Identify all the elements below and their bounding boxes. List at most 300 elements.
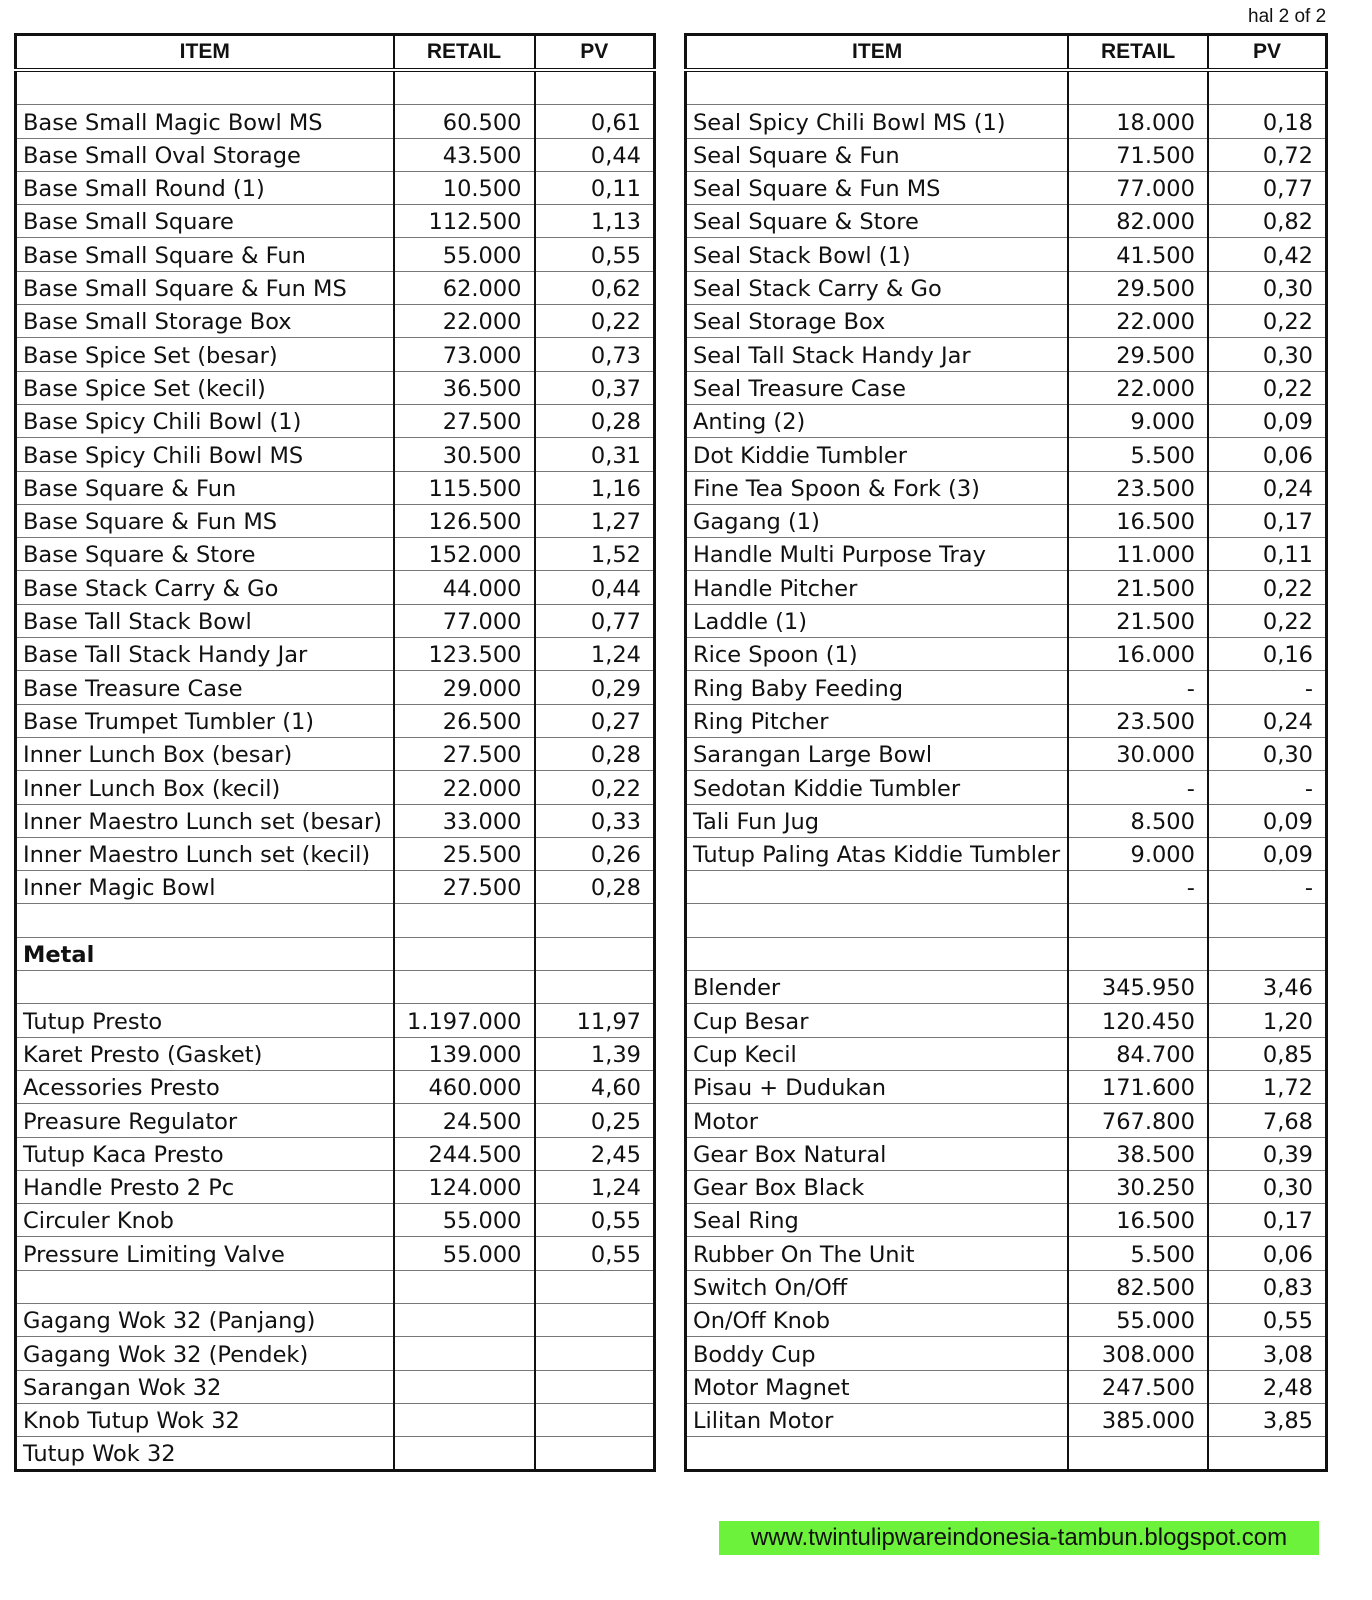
table-row xyxy=(686,371,1327,404)
pv-cell: 0,77 xyxy=(1208,171,1327,204)
table-row xyxy=(16,937,655,970)
retail-cell: 16.500 xyxy=(1068,504,1208,537)
item-cell xyxy=(686,937,1069,970)
retail-cell: 21.500 xyxy=(1068,571,1208,604)
footer-url[interactable]: www.twintulipwareindonesia-tambun.blogspot.com xyxy=(719,1521,1319,1555)
retail-cell: 22.000 xyxy=(1068,371,1208,404)
item-cell: Seal Square & Store xyxy=(686,205,1069,238)
item-cell: Gear Box Natural xyxy=(686,1137,1069,1170)
table-row xyxy=(686,871,1327,904)
retail-cell: - xyxy=(1068,771,1208,804)
item-cell: Seal Spicy Chili Bowl MS (1) xyxy=(686,105,1069,138)
price-table-right xyxy=(684,33,1328,1472)
table-row xyxy=(686,138,1327,171)
table-row xyxy=(686,1270,1327,1303)
retail-cell: 29.000 xyxy=(394,671,535,704)
pv-cell xyxy=(535,1403,655,1436)
pv-cell: 0,83 xyxy=(1208,1270,1327,1303)
pv-cell: 0,22 xyxy=(1208,371,1327,404)
item-cell: Preasure Regulator xyxy=(16,1104,394,1137)
item-cell: Seal Square & Fun MS xyxy=(686,171,1069,204)
pv-cell: 0,30 xyxy=(1208,271,1327,304)
table-row xyxy=(16,338,655,371)
pv-cell: 0,06 xyxy=(1208,438,1327,471)
table-row xyxy=(16,904,655,937)
pv-cell: 0,27 xyxy=(535,704,655,737)
table-row xyxy=(686,171,1327,204)
retail-cell xyxy=(394,1270,535,1303)
retail-cell xyxy=(394,1437,535,1471)
retail-cell: 124.000 xyxy=(394,1170,535,1203)
pv-cell xyxy=(535,1303,655,1336)
table-row xyxy=(686,305,1327,338)
retail-cell: 9.000 xyxy=(1068,404,1208,437)
pv-cell: 1,72 xyxy=(1208,1070,1327,1103)
item-cell: Base Square & Fun xyxy=(16,471,394,504)
table-row xyxy=(16,1337,655,1370)
retail-cell: 247.500 xyxy=(1068,1370,1208,1403)
table-row xyxy=(16,1237,655,1270)
table-row xyxy=(686,704,1327,737)
table-row xyxy=(16,171,655,204)
item-cell: Cup Besar xyxy=(686,1004,1069,1037)
retail-cell: 22.000 xyxy=(394,305,535,338)
pv-cell: 1,52 xyxy=(535,538,655,571)
retail-cell: 126.500 xyxy=(394,504,535,537)
item-cell: Base Spice Set (besar) xyxy=(16,338,394,371)
retail-cell: 23.500 xyxy=(1068,471,1208,504)
pv-cell xyxy=(535,1370,655,1403)
pv-cell: - xyxy=(1208,771,1327,804)
table-row xyxy=(686,771,1327,804)
retail-cell: 36.500 xyxy=(394,371,535,404)
item-cell: Tutup Kaca Presto xyxy=(16,1137,394,1170)
retail-cell: 41.500 xyxy=(1068,238,1208,271)
retail-cell: 27.500 xyxy=(394,404,535,437)
table-row xyxy=(686,538,1327,571)
table-row xyxy=(16,804,655,837)
pv-cell: 0,62 xyxy=(535,271,655,304)
pv-cell: 0,11 xyxy=(535,171,655,204)
table-row xyxy=(16,105,655,138)
item-cell: Sarangan Large Bowl xyxy=(686,737,1069,770)
retail-cell: 62.000 xyxy=(394,271,535,304)
pv-cell: 0,22 xyxy=(1208,571,1327,604)
item-cell: Inner Lunch Box (kecil) xyxy=(16,771,394,804)
retail-cell xyxy=(394,1303,535,1336)
item-cell: Laddle (1) xyxy=(686,604,1069,637)
item-cell: Rubber On The Unit xyxy=(686,1237,1069,1270)
table-row xyxy=(16,604,655,637)
table-row xyxy=(16,1270,655,1303)
pv-cell: 0,09 xyxy=(1208,404,1327,437)
retail-cell: 8.500 xyxy=(1068,804,1208,837)
pv-cell: 0,29 xyxy=(535,671,655,704)
item-cell: Lilitan Motor xyxy=(686,1403,1069,1436)
retail-cell: 30.500 xyxy=(394,438,535,471)
item-cell xyxy=(686,871,1069,904)
table-row xyxy=(16,371,655,404)
pv-cell: 0,30 xyxy=(1208,338,1327,371)
page-label: hal 2 of 2 xyxy=(1248,6,1327,27)
retail-cell: 43.500 xyxy=(394,138,535,171)
table-row xyxy=(16,837,655,870)
retail-cell: 5.500 xyxy=(1068,438,1208,471)
table-row xyxy=(16,1437,655,1471)
table-row xyxy=(16,404,655,437)
retail-cell: 9.000 xyxy=(1068,837,1208,870)
item-cell: Boddy Cup xyxy=(686,1337,1069,1370)
table-row xyxy=(16,538,655,571)
pv-cell: 7,68 xyxy=(1208,1104,1327,1137)
item-cell: Base Spicy Chili Bowl (1) xyxy=(16,404,394,437)
item-cell: Handle Multi Purpose Tray xyxy=(686,538,1069,571)
pv-cell xyxy=(535,1437,655,1471)
table-row xyxy=(16,504,655,537)
table-row xyxy=(16,571,655,604)
pv-cell: 0,22 xyxy=(535,771,655,804)
table-row xyxy=(16,1004,655,1037)
pv-cell: - xyxy=(1208,671,1327,704)
table-row xyxy=(686,105,1327,138)
table-row xyxy=(686,1104,1327,1137)
item-cell: Ring Baby Feeding xyxy=(686,671,1069,704)
table-row xyxy=(16,271,655,304)
retail-cell: 29.500 xyxy=(1068,271,1208,304)
item-cell xyxy=(686,70,1069,105)
item-cell: Base Small Oval Storage xyxy=(16,138,394,171)
table-row xyxy=(16,871,655,904)
table-row xyxy=(686,504,1327,537)
pv-cell: 0,30 xyxy=(1208,1170,1327,1203)
item-cell: Pressure Limiting Valve xyxy=(16,1237,394,1270)
retail-cell: 18.000 xyxy=(1068,105,1208,138)
item-cell: Motor xyxy=(686,1104,1069,1137)
pv-cell: 0,33 xyxy=(535,804,655,837)
retail-cell: 120.450 xyxy=(1068,1004,1208,1037)
item-cell: Circuler Knob xyxy=(16,1204,394,1237)
table-row xyxy=(686,70,1327,105)
item-cell: Karet Presto (Gasket) xyxy=(16,1037,394,1070)
table-row xyxy=(16,438,655,471)
table-row xyxy=(686,471,1327,504)
table-row xyxy=(686,1004,1327,1037)
table-row xyxy=(686,638,1327,671)
pv-cell xyxy=(1208,904,1327,937)
table-row xyxy=(686,238,1327,271)
table-row xyxy=(16,771,655,804)
retail-cell: 22.000 xyxy=(1068,305,1208,338)
pv-cell: 0,24 xyxy=(1208,471,1327,504)
pv-cell xyxy=(535,904,655,937)
retail-cell: 152.000 xyxy=(394,538,535,571)
pv-cell: 0,42 xyxy=(1208,238,1327,271)
retail-cell: 82.000 xyxy=(1068,205,1208,238)
retail-cell: 30.000 xyxy=(1068,737,1208,770)
pv-cell: 0,30 xyxy=(1208,737,1327,770)
item-cell: Seal Stack Carry & Go xyxy=(686,271,1069,304)
table-row xyxy=(16,1037,655,1070)
item-cell: Base Small Storage Box xyxy=(16,305,394,338)
pv-cell: 0,31 xyxy=(535,438,655,471)
table-row xyxy=(16,1403,655,1436)
retail-cell: 33.000 xyxy=(394,804,535,837)
item-cell: Base Small Round (1) xyxy=(16,171,394,204)
pv-cell: 0,25 xyxy=(535,1104,655,1137)
pv-cell xyxy=(1208,1437,1327,1471)
pv-cell: 1,27 xyxy=(535,504,655,537)
item-cell: Blender xyxy=(686,971,1069,1004)
item-cell: Seal Treasure Case xyxy=(686,371,1069,404)
retail-cell: 22.000 xyxy=(394,771,535,804)
retail-cell: 139.000 xyxy=(394,1037,535,1070)
item-cell: Tali Fun Jug xyxy=(686,804,1069,837)
retail-cell xyxy=(394,1370,535,1403)
pv-cell xyxy=(1208,70,1327,105)
item-cell: Dot Kiddie Tumbler xyxy=(686,438,1069,471)
retail-cell xyxy=(394,1337,535,1370)
retail-cell xyxy=(1068,70,1208,105)
table-row xyxy=(16,138,655,171)
item-cell: Base Spice Set (kecil) xyxy=(16,371,394,404)
table-row xyxy=(686,937,1327,970)
retail-cell xyxy=(394,937,535,970)
item-cell: Seal Storage Box xyxy=(686,305,1069,338)
header-retail: RETAIL xyxy=(1068,35,1208,71)
item-cell xyxy=(16,70,394,105)
item-cell: Inner Magic Bowl xyxy=(16,871,394,904)
retail-cell xyxy=(394,904,535,937)
table-row xyxy=(16,238,655,271)
item-cell: Tutup Presto xyxy=(16,1004,394,1037)
item-cell: Inner Maestro Lunch set (besar) xyxy=(16,804,394,837)
retail-cell: - xyxy=(1068,871,1208,904)
pv-cell: 0,28 xyxy=(535,404,655,437)
item-cell: Base Treasure Case xyxy=(16,671,394,704)
retail-cell: 55.000 xyxy=(1068,1303,1208,1336)
pv-cell: 11,97 xyxy=(535,1004,655,1037)
table-row xyxy=(686,1070,1327,1103)
item-cell: Base Small Square xyxy=(16,205,394,238)
pv-cell xyxy=(535,1270,655,1303)
pv-cell: 0,55 xyxy=(1208,1303,1327,1336)
right-table-body xyxy=(686,70,1327,1471)
table-row xyxy=(16,205,655,238)
pv-cell: 0,44 xyxy=(535,571,655,604)
pv-cell: 0,37 xyxy=(535,371,655,404)
table-row xyxy=(16,704,655,737)
pv-cell: 0,73 xyxy=(535,338,655,371)
table-row xyxy=(686,271,1327,304)
table-row xyxy=(686,571,1327,604)
pv-cell: 1,16 xyxy=(535,471,655,504)
table-row xyxy=(686,1170,1327,1203)
pv-cell: 0,09 xyxy=(1208,837,1327,870)
item-cell: Base Trumpet Tumbler (1) xyxy=(16,704,394,737)
pv-cell: 1,20 xyxy=(1208,1004,1327,1037)
item-cell xyxy=(686,1437,1069,1471)
item-cell: Base Tall Stack Handy Jar xyxy=(16,638,394,671)
table-row xyxy=(16,1370,655,1403)
item-cell: Seal Tall Stack Handy Jar xyxy=(686,338,1069,371)
table-row xyxy=(686,1437,1327,1471)
retail-cell: 11.000 xyxy=(1068,538,1208,571)
table-row xyxy=(16,671,655,704)
item-cell: Base Spicy Chili Bowl MS xyxy=(16,438,394,471)
retail-cell: 60.500 xyxy=(394,105,535,138)
item-cell: On/Off Knob xyxy=(686,1303,1069,1336)
pv-cell: 0,55 xyxy=(535,1237,655,1270)
table-row xyxy=(686,804,1327,837)
pv-cell: 0,55 xyxy=(535,238,655,271)
retail-cell xyxy=(1068,904,1208,937)
header-item: ITEM xyxy=(686,35,1069,71)
table-row xyxy=(16,1070,655,1103)
table-row xyxy=(16,70,655,105)
table-row xyxy=(16,1104,655,1137)
header-pv: PV xyxy=(1208,35,1327,71)
retail-cell: 84.700 xyxy=(1068,1037,1208,1070)
pv-cell: 2,45 xyxy=(535,1137,655,1170)
pv-cell: 1,24 xyxy=(535,1170,655,1203)
table-row xyxy=(686,205,1327,238)
table-row xyxy=(16,471,655,504)
item-cell: Fine Tea Spoon & Fork (3) xyxy=(686,471,1069,504)
retail-cell: 24.500 xyxy=(394,1104,535,1137)
retail-cell: 55.000 xyxy=(394,1204,535,1237)
item-cell: Metal xyxy=(16,937,394,970)
item-cell: Seal Square & Fun xyxy=(686,138,1069,171)
pv-cell: 2,48 xyxy=(1208,1370,1327,1403)
pv-cell: 0,09 xyxy=(1208,804,1327,837)
retail-cell: 25.500 xyxy=(394,837,535,870)
item-cell: Rice Spoon (1) xyxy=(686,638,1069,671)
pv-cell: 0,39 xyxy=(1208,1137,1327,1170)
pv-cell xyxy=(1208,937,1327,970)
pv-cell: 0,11 xyxy=(1208,538,1327,571)
pv-cell xyxy=(535,1337,655,1370)
table-row xyxy=(16,305,655,338)
table-row xyxy=(686,1403,1327,1436)
retail-cell xyxy=(1068,937,1208,970)
pv-cell: 0,72 xyxy=(1208,138,1327,171)
retail-cell: 73.000 xyxy=(394,338,535,371)
item-cell: Base Square & Store xyxy=(16,538,394,571)
price-table-left xyxy=(14,33,656,1472)
retail-cell: 21.500 xyxy=(1068,604,1208,637)
pv-cell: 0,17 xyxy=(1208,504,1327,537)
item-cell: Ring Pitcher xyxy=(686,704,1069,737)
header-item: ITEM xyxy=(16,35,394,71)
retail-cell: 308.000 xyxy=(1068,1337,1208,1370)
pv-cell: 0,44 xyxy=(535,138,655,171)
table-row xyxy=(686,1303,1327,1336)
item-cell xyxy=(16,971,394,1004)
table-row xyxy=(16,1137,655,1170)
header-row xyxy=(686,35,1327,71)
retail-cell: 16.500 xyxy=(1068,1204,1208,1237)
item-cell: Sedotan Kiddie Tumbler xyxy=(686,771,1069,804)
pv-cell: 0,85 xyxy=(1208,1037,1327,1070)
item-cell: Motor Magnet xyxy=(686,1370,1069,1403)
pv-cell: 0,22 xyxy=(1208,305,1327,338)
retail-cell xyxy=(394,70,535,105)
pv-cell: 0,24 xyxy=(1208,704,1327,737)
item-cell: Gagang (1) xyxy=(686,504,1069,537)
item-cell: Base Tall Stack Bowl xyxy=(16,604,394,637)
retail-cell: 77.000 xyxy=(394,604,535,637)
pv-cell: 1,24 xyxy=(535,638,655,671)
table-row xyxy=(16,1303,655,1336)
table-row xyxy=(16,1170,655,1203)
item-cell: Base Small Square & Fun xyxy=(16,238,394,271)
pv-cell: 0,55 xyxy=(535,1204,655,1237)
retail-cell: 171.600 xyxy=(1068,1070,1208,1103)
item-cell: Inner Lunch Box (besar) xyxy=(16,737,394,770)
retail-cell: - xyxy=(1068,671,1208,704)
retail-cell: 1.197.000 xyxy=(394,1004,535,1037)
pv-cell xyxy=(535,70,655,105)
item-cell: Base Square & Fun MS xyxy=(16,504,394,537)
table-row xyxy=(16,1204,655,1237)
item-cell: Cup Kecil xyxy=(686,1037,1069,1070)
pv-cell: 1,39 xyxy=(535,1037,655,1070)
item-cell: Seal Ring xyxy=(686,1204,1069,1237)
item-cell: Gagang Wok 32 (Panjang) xyxy=(16,1303,394,1336)
table-row xyxy=(16,971,655,1004)
retail-cell: 385.000 xyxy=(1068,1403,1208,1436)
item-cell: Tutup Paling Atas Kiddie Tumbler xyxy=(686,837,1069,870)
left-table-body xyxy=(16,70,655,1471)
pv-cell: 3,46 xyxy=(1208,971,1327,1004)
item-cell xyxy=(16,904,394,937)
retail-cell: 71.500 xyxy=(1068,138,1208,171)
pv-cell: 0,16 xyxy=(1208,638,1327,671)
retail-cell: 44.000 xyxy=(394,571,535,604)
table-row xyxy=(686,404,1327,437)
pv-cell: 0,82 xyxy=(1208,205,1327,238)
retail-cell: 460.000 xyxy=(394,1070,535,1103)
pv-cell: 0,28 xyxy=(535,871,655,904)
retail-cell: 244.500 xyxy=(394,1137,535,1170)
retail-cell: 30.250 xyxy=(1068,1170,1208,1203)
table-row xyxy=(686,438,1327,471)
pv-cell: 0,26 xyxy=(535,837,655,870)
item-cell: Pisau + Dudukan xyxy=(686,1070,1069,1103)
item-cell: Handle Presto 2 Pc xyxy=(16,1170,394,1203)
header-row xyxy=(16,35,655,71)
item-cell: Handle Pitcher xyxy=(686,571,1069,604)
table-row xyxy=(686,604,1327,637)
retail-cell: 82.500 xyxy=(1068,1270,1208,1303)
table-row xyxy=(686,1370,1327,1403)
item-cell: Inner Maestro Lunch set (kecil) xyxy=(16,837,394,870)
table-row xyxy=(686,1204,1327,1237)
table-row xyxy=(16,638,655,671)
pv-cell: 0,22 xyxy=(1208,604,1327,637)
header-retail: RETAIL xyxy=(394,35,535,71)
pv-cell: 0,06 xyxy=(1208,1237,1327,1270)
pv-cell: - xyxy=(1208,871,1327,904)
table-row xyxy=(686,737,1327,770)
pv-cell: 0,77 xyxy=(535,604,655,637)
retail-cell xyxy=(394,971,535,1004)
item-cell: Base Small Square & Fun MS xyxy=(16,271,394,304)
item-cell: Seal Stack Bowl (1) xyxy=(686,238,1069,271)
retail-cell: 55.000 xyxy=(394,1237,535,1270)
retail-cell: 10.500 xyxy=(394,171,535,204)
retail-cell: 112.500 xyxy=(394,205,535,238)
